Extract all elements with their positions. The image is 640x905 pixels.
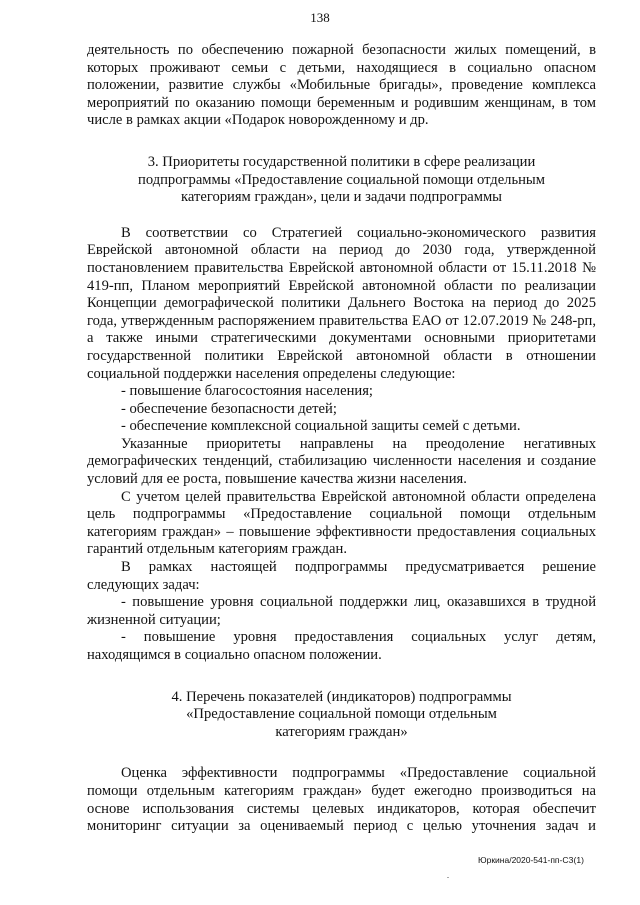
page-number: 138 — [310, 10, 330, 25]
section-3-heading-line-1: 3. Приоритеты государственной политики в сфере реализации — [147, 153, 536, 170]
document-code: Юркина/2020-541-пп-СЗ(1) — [478, 855, 584, 865]
section-4-heading-line-2: «Предоставление социальной помощи отдельным — [186, 706, 497, 723]
section-4-heading-line-3: категориям граждан» — [275, 723, 408, 740]
paragraph-tasks-intro: В рамках настоящей подпрограммы предусматривается решение следующих задач: — [87, 559, 596, 593]
section-4-heading — [87, 689, 596, 742]
priority-item: - повышение благосостояния населения; — [121, 383, 373, 400]
spacer — [87, 741, 596, 765]
section-4-heading-line-1: 4. Перечень показателей (индикаторов) подпрограммы — [171, 688, 512, 705]
section-3-heading-line-3: категориям граждан», цели и задачи подпрограммы — [181, 189, 502, 206]
task-item: - повышение уровня социальной поддержки лиц, оказавшихся в трудной жизненной ситуации; — [87, 594, 596, 628]
footer-mark: . — [447, 871, 449, 880]
priority-item: - обеспечение комплексной социальной защиты семей с детьми. — [121, 418, 521, 435]
paragraph-goal: С учетом целей правительства Еврейской автономной области определена цель подпрограммы «Предоставление социальной помощи отдельным категориям граждан» – повышение эффективности предоставления социальных гарантий отдельным категориям граждан. — [87, 488, 596, 558]
spacer — [87, 665, 596, 689]
paragraph-strategy: В соответствии со Стратегией социально-экономического развития Еврейской автономной области на период до 2030 года, утвержденной постановлением правительства Еврейской автономной области от 15.11.2018 № 419-пп, Планом мероприятий Еврейской автономной области по реализации Концепции демографической политики Дальнего Востока на период до 2025 года, утвержденным распоряжением правительства ЕАО от 12.07.2019 № 248-рп, а также иными стратегическими документами основными приоритетами государственной политики Еврейской автономной области в отношении социальной поддержки населения определены следующие: — [87, 224, 596, 382]
paragraph-continuation: деятельность по обеспечению пожарной безопасности жилых помещений, в которых проживают семьи с детьми, находящиеся в социально опасном положении, развитие службы «Мобильные бригады», проведение комплекса мероприятий по оказанию помощи беременным и родившим женщинам, в том числе в рамках акции «Подарок новорожденному и др. — [87, 42, 596, 129]
spacer — [87, 207, 596, 225]
paragraph-priorities-purpose: Указанные приоритеты направлены на преодоление негативных демографических тенденций, стабилизацию численности населения и создание условий для ее роста, повышение качества жизни населения. — [87, 435, 596, 488]
document-body — [87, 42, 596, 836]
paragraph-evaluation: Оценка эффективности подпрограммы «Предоставление социальной помощи отдельным категориям граждан» будет ежегодно производиться на основе использования системы целевых индикаторов, которая обеспечит мониторинг ситуации за оцениваемый период с целью уточнения задач и — [87, 765, 596, 835]
section-3-heading — [87, 154, 596, 207]
section-3-heading-line-2: подпрограммы «Предоставление социальной помощи отдельным — [138, 171, 545, 188]
priority-item: - обеспечение безопасности детей; — [121, 400, 337, 417]
spacer — [87, 130, 596, 154]
task-item: - повышение уровня предоставления социальных услуг детям, находящимся в социально опасном положении. — [87, 629, 596, 663]
